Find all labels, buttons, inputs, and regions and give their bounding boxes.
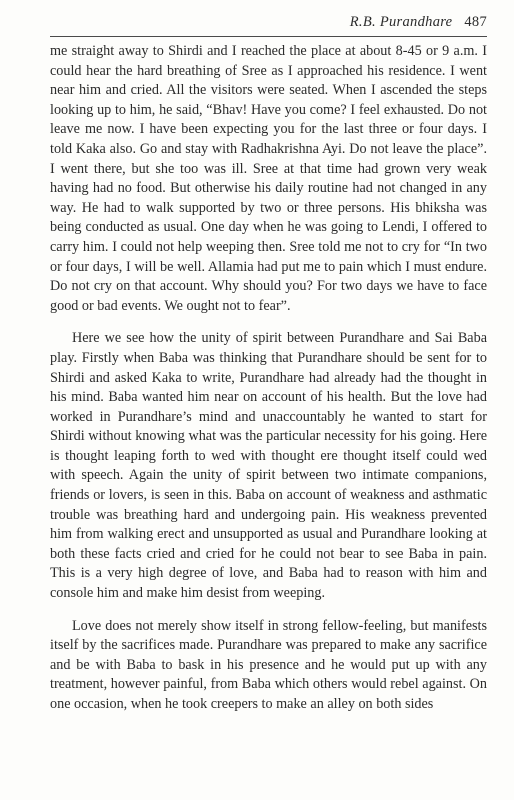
running-header (350, 14, 487, 31)
paragraph-love-sacrifice: Love does not merely show itself in strong fellow-feeling, but manifests itself by the sacrifices made. Purandhare was prepared to make any sacrifice and be with Baba to bask in his presence and he would put up with any treatment, however painful, from Baba which others would rebel against. On one occasion, when he took creepers to make an alley on both sides (50, 617, 487, 712)
header-rule (50, 36, 487, 37)
body-text (50, 42, 487, 728)
running-header-author: R.B. Purandhare (349, 14, 453, 30)
paragraph-unity-of-spirit: Here we see how the unity of spirit between Purandhare and Sai Baba play. Firstly when Baba was thinking that Purandhare should be sent for to Shirdi and asked Kaka to write, Purandhare had already had the thought in his mind. Baba wanted him near on account of his health. But the love had worked in Purandhare’s mind and unaccountably he wanted to start for Shirdi without knowing what was the particular necessity for his going. Here is thought leaping forth to wed with thought ere thought itself could wed with speech. Again the unity of spirit between two intimate companions, friends or lovers, is seen in this. Baba on account of weakness and asthmatic trouble was breathing hard and undergoing pain. His weakness prevented him from walking erect and unsupported as usual and Purandhare looking at both these facts cried and cried for he could not bear to see Baba in pain. This is a very high degree of love, and Baba had to reason with him and console him and make him desist from weeping. (50, 330, 487, 602)
page-number: 487 (464, 14, 487, 30)
paragraph-continuation: me straight away to Shirdi and I reached the place at about 8-45 or 9 a.m. I could hear the hard breathing of Sree as I approached his residence. I went near him and cried. All the visitors were seated. When I ascended the steps looking up to him, he said, “Bhav! Have you come? I feel exhausted. Do not leave me now. I have been expecting you for the last three or four days. I told Kaka also. Go and stay with Radhakrishna Ayi. Do not leave the place”. I went there, but she too was ill. Sree at that time had grown very weak having had no food. But otherwise his daily routine had not changed in any way. He had to walk supported by two or three persons. His bhiksha was being conducted as usual. One day when he was going to Lendi, I offered to carry him. I could not help weeping then. Sree told me not to cry for “In two or four days, I will be well. Allamia had put me to pain which I must endure. Do not cry on that account. Why should you? For two days we have to face good or bad events. We ought not to fear”. (50, 43, 487, 314)
